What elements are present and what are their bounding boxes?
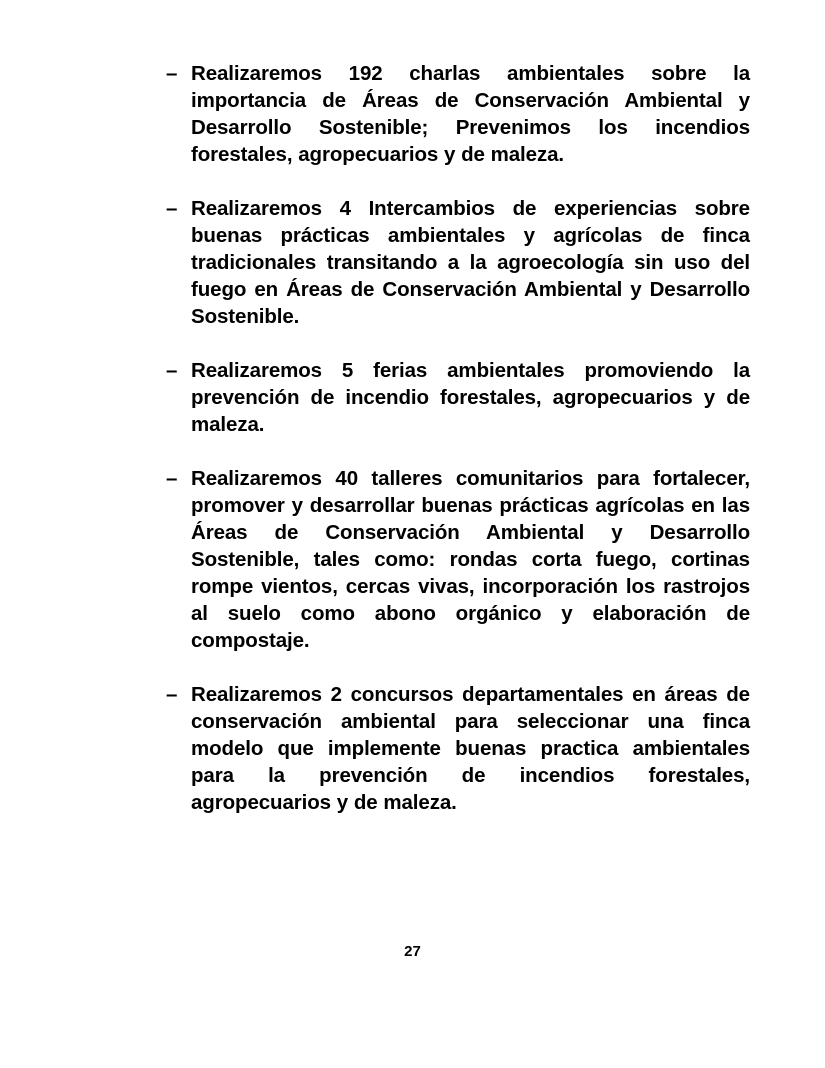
- bullet-list: [166, 60, 750, 816]
- list-item-text: Realizaremos 192 charlas ambientales sobre la importancia de Áreas de Conservación Ambiental y Desarrollo Sostenible; Prevenimos los incendios forestales, agropecuarios y de maleza.: [191, 62, 750, 166]
- bullet-dash-icon: –: [166, 467, 178, 490]
- page-number: 27: [404, 943, 421, 960]
- bullet-dash-icon: –: [166, 197, 178, 220]
- bullet-dash-icon: –: [166, 62, 178, 85]
- list-item: [166, 60, 750, 168]
- list-item: [166, 195, 750, 330]
- list-item-text: Realizaremos 4 Intercambios de experiencias sobre buenas prácticas ambientales y agrícolas de finca tradicionales transitando a la agroecología sin uso del fuego en Áreas de Conservación Ambiental y Desarrollo Sostenible.: [191, 197, 750, 328]
- list-item-text: Realizaremos 2 concursos departamentales en áreas de conservación ambiental para seleccionar una finca modelo que implemente buenas practica ambientales para la prevención de incendios forestales, agropecuarios y de maleza.: [191, 683, 750, 814]
- list-item: [166, 681, 750, 816]
- bullet-dash-icon: –: [166, 359, 178, 382]
- bullet-dash-icon: –: [166, 683, 178, 706]
- list-item-text: Realizaremos 5 ferias ambientales promoviendo la prevención de incendio forestales, agropecuarios y de maleza.: [191, 359, 750, 436]
- list-item: [166, 357, 750, 438]
- list-item: [166, 465, 750, 654]
- list-item-text: Realizaremos 40 talleres comunitarios para fortalecer, promover y desarrollar buenas prácticas agrícolas en las Áreas de Conservación Ambiental y Desarrollo Sostenible, tales como: rondas corta fuego, cortinas rompe vientos, cercas vivas, incorporación los rastrojos al suelo como abono orgánico y elaboración de compostaje.: [191, 467, 750, 652]
